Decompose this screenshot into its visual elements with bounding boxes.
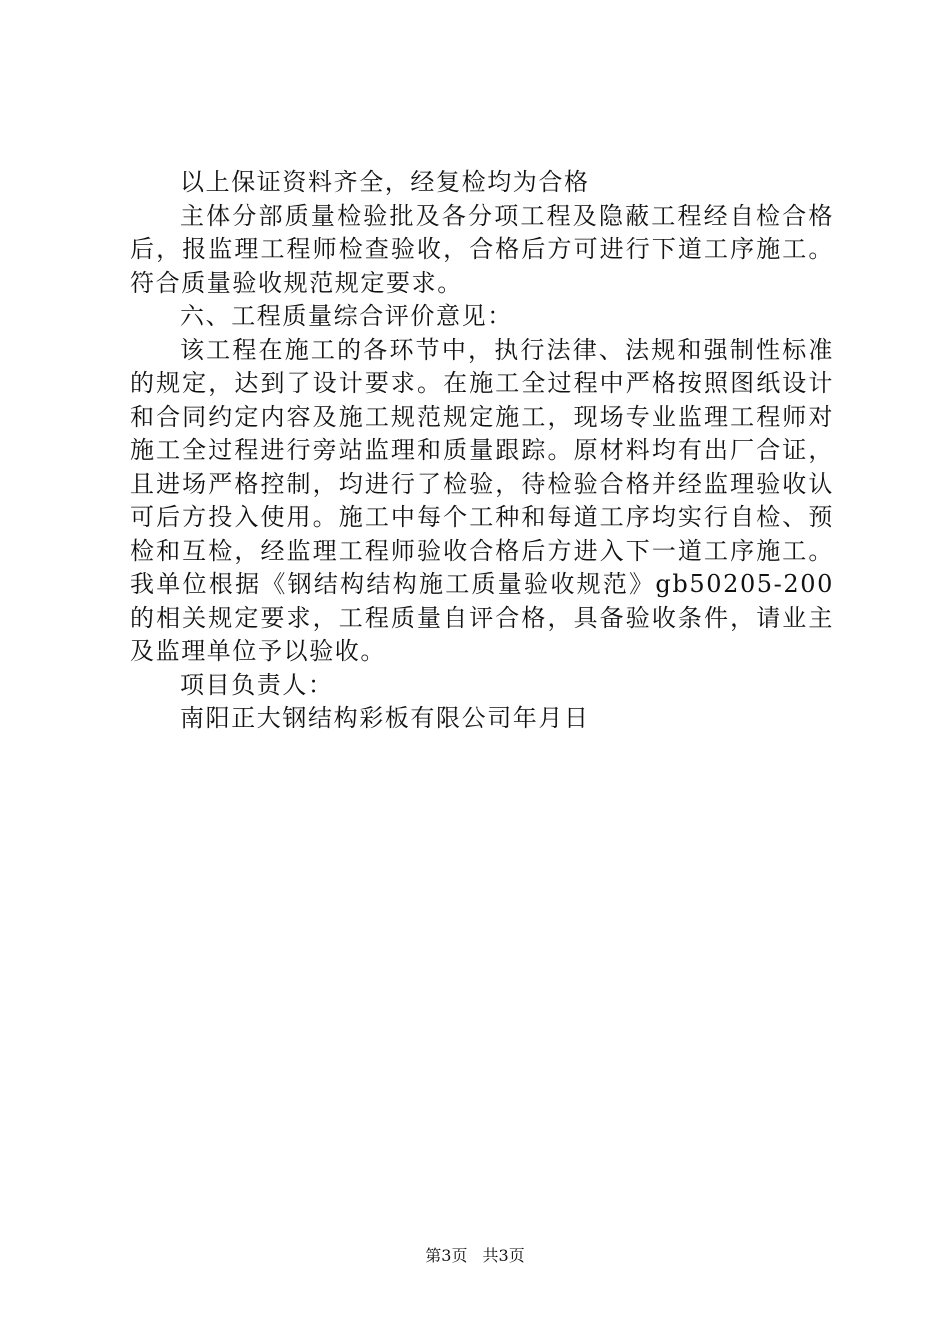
section-heading-quality-evaluation: 六、工程质量综合评价意见： xyxy=(180,302,513,330)
page-total: 共3页 xyxy=(482,1246,525,1265)
page-number: 第3页 xyxy=(425,1246,468,1265)
paragraph-quality-evaluation: 该工程在施工的各环节中，执行法律、法规和强制性标准的规定，达到了设计要求。在施工全过程中严格按照图纸设计和合同约定内容及施工规范规定施工，现场专业监理工程师对施工全过程进行旁站监理和质量跟踪。原材料均有出厂合证，且进场严格控制，均进行了检验，待检验合格并经监理验收认可后方投入使用。施工中每个工种和每道工序均实行自检、预检和互检，经监理工程师验收合格后方进入下一道工序施工。我单位根据《钢结构结构施工质量验收规范》gb50205-200的相关规定要求，工程质量自评合格，具备验收条件，请业主及监理单位予以验收。 xyxy=(130,335,834,665)
document-body xyxy=(130,166,834,736)
project-manager-label: 项目负责人： xyxy=(180,670,334,699)
paragraph-materials-qualified: 以上保证资料齐全，经复检均为合格 xyxy=(180,168,590,196)
company-signature-line: 南阳正大钢结构彩板有限公司年月日 xyxy=(180,704,590,732)
page-footer xyxy=(0,1246,950,1266)
paragraph-inspection-procedure: 主体分部质量检验批及各分项工程及隐蔽工程经自检合格后，报监理工程师检查验收，合格后方可进行下道工序施工。符合质量验收规范规定要求。 xyxy=(130,201,834,297)
